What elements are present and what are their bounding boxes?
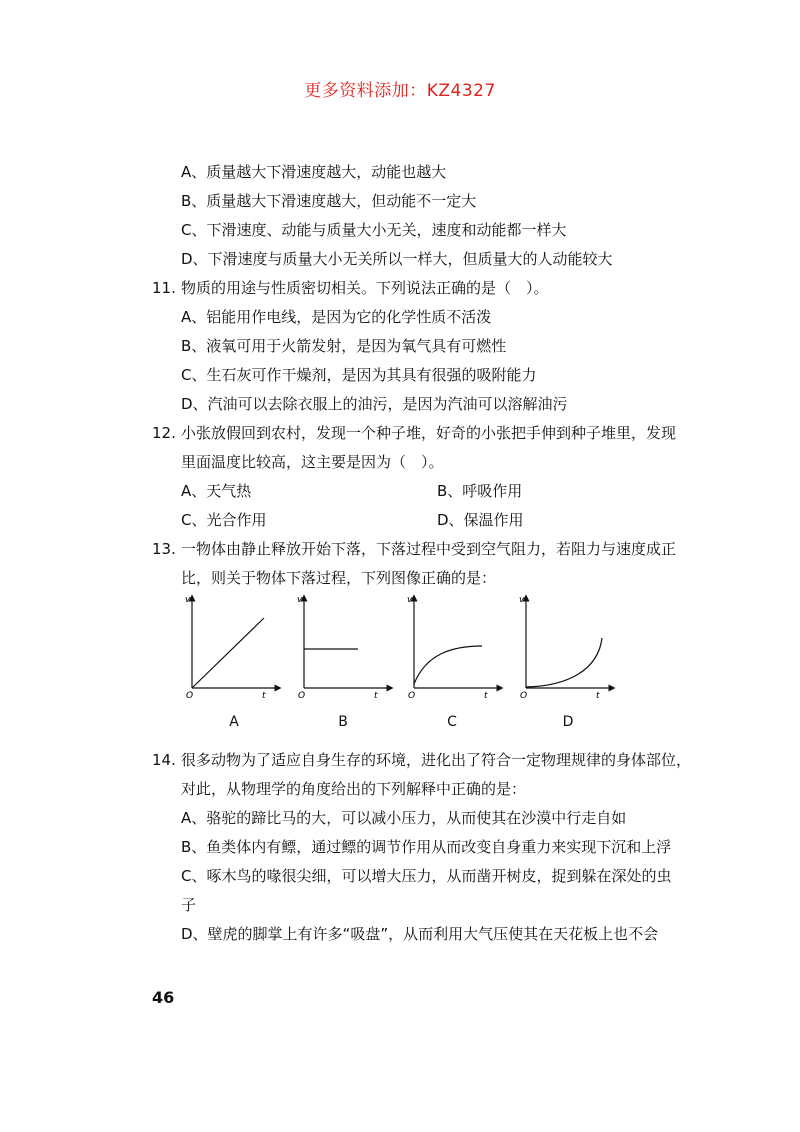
q12-number: 12. [152, 424, 176, 442]
q11-option-c: C、生石灰可作干燥剂，是因为其具有很强的吸附能力 [181, 366, 537, 384]
graph-b-caption: B [338, 714, 348, 730]
page-number: 46 [152, 988, 175, 1007]
graph-d [516, 592, 616, 712]
graph-d-origin: O [520, 691, 528, 701]
q12-question-line1: 小张放假回到农村，发现一个种子堆，好奇的小张把手伸到种子堆里，发现 [181, 424, 677, 442]
graph-b-x-label: t [374, 691, 378, 701]
q10-option-d: D、下滑速度与质量大小无关所以一样大，但质量大的人动能较大 [181, 250, 613, 268]
q14-option-a: A、骆驼的蹄比马的大，可以减小压力，从而使其在沙漠中行走自如 [181, 809, 627, 827]
q14-option-b: B、鱼类体内有鳔，通过鳔的调节作用从而改变自身重力来实现下沉和上浮 [181, 838, 672, 856]
graph-c-origin: O [408, 691, 416, 701]
graph-a-origin: O [186, 691, 194, 701]
q12-option-b: B、呼吸作用 [437, 482, 523, 500]
graph-a [182, 592, 282, 712]
q11-option-b: B、液氧可用于火箭发射，是因为氧气具有可燃性 [181, 337, 507, 355]
q12-option-c: C、光合作用 [181, 511, 267, 529]
q12-option-d: D、保温作用 [437, 511, 524, 529]
graph-d-x-label: t [596, 691, 600, 701]
q14-option-c: C、啄木鸟的喙很尖细，可以增大压力，从而凿开树皮，捉到躲在深处的虫 [181, 867, 672, 885]
q11-number: 11. [152, 279, 176, 297]
q13-question-line2: 比，则关于物体下落过程，下列图像正确的是： [181, 569, 497, 587]
q11-option-a: A、铝能用作电线，是因为它的化学性质不活泼 [181, 308, 492, 326]
graph-c-curve [414, 646, 482, 684]
q10-option-a: A、质量越大下滑速度越大，动能也越大 [181, 163, 447, 181]
q10-option-b: B、质量越大下滑速度越大，但动能不一定大 [181, 192, 477, 210]
graph-c-y-label: v [407, 595, 413, 605]
graph-a-curve [192, 618, 264, 688]
graph-c [404, 592, 504, 712]
graph-a-y-label: v [185, 595, 191, 605]
graph-a-caption: A [229, 714, 239, 730]
q10-option-c: C、下滑速度、动能与质量大小无关，速度和动能都一样大 [181, 221, 567, 239]
header-banner: 更多资料添加：KZ4327 [304, 81, 496, 101]
q13-question-line1: 一物体由静止释放开始下落，下落过程中受到空气阻力，若阻力与速度成正 [181, 540, 677, 558]
q14-question-line2: 对此，从物理学的角度给出的下列解释中正确的是： [181, 780, 527, 798]
graph-c-caption: C [447, 714, 457, 730]
q14-number: 14. [152, 751, 176, 769]
q14-option-c-continued: 子 [181, 896, 197, 914]
graph-b-origin: O [298, 691, 306, 701]
graph-d-caption: D [562, 714, 574, 730]
graph-d-y-label: v [519, 595, 525, 605]
q12-question-line2: 里面温度比较高，这主要是因为（ ）。 [181, 453, 444, 471]
graph-b-y-label: v [297, 595, 303, 605]
q11-option-d: D、汽油可以去除衣服上的油污，是因为汽油可以溶解油污 [181, 395, 568, 413]
q12-option-a: A、天气热 [181, 482, 252, 500]
graph-c-x-label: t [484, 691, 488, 701]
q11-question: 物质的用途与性质密切相关。下列说法正确的是（ ）。 [181, 279, 549, 297]
q13-number: 13. [152, 540, 176, 558]
graph-d-curve [526, 638, 602, 687]
q14-question-line1: 很多动物为了适应自身生存的环境，进化出了符合一定物理规律的身体部位， [181, 751, 692, 769]
graph-a-x-label: t [262, 691, 266, 701]
graph-b [294, 592, 394, 712]
q14-option-d: D、壁虎的脚掌上有许多“吸盘”，从而利用大气压使其在天花板上也不会 [181, 925, 659, 943]
